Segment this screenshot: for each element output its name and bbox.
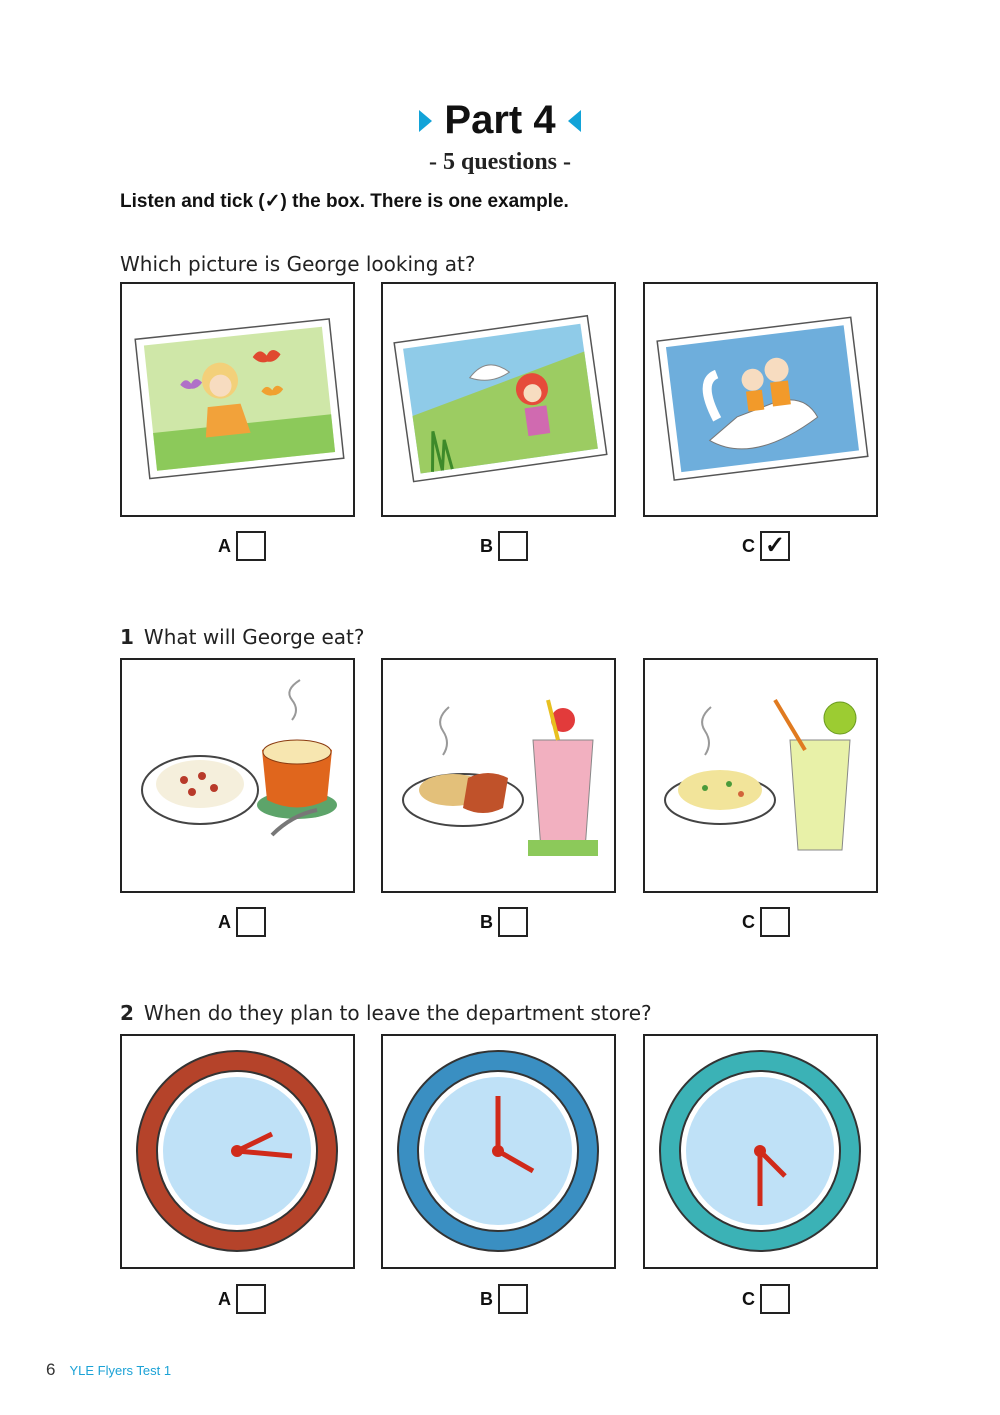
- q2-picture-a: [120, 1034, 355, 1269]
- question-text: What will George eat?: [143, 625, 365, 649]
- example-question: Which picture is George looking at?: [120, 252, 476, 276]
- clock-teal-image: [645, 1036, 876, 1267]
- question-1: [120, 625, 365, 649]
- tick-box[interactable]: [236, 1284, 266, 1314]
- option-label: A: [218, 1288, 231, 1309]
- fried-rice-and-lemonade-image: [645, 660, 876, 891]
- option-label: B: [480, 535, 493, 556]
- q1-picture-b: [381, 658, 616, 893]
- question-number: 1: [120, 625, 134, 649]
- option-label: C: [742, 1288, 755, 1309]
- question-number: 2: [120, 1001, 134, 1025]
- rice-and-soup-image: [122, 660, 353, 891]
- option-label: B: [480, 911, 493, 932]
- triangle-right-icon: [419, 110, 432, 132]
- example-picture-a: [120, 282, 355, 517]
- clock-red-image: [122, 1036, 353, 1267]
- photo-kids-swan-boat-image: [645, 284, 876, 515]
- spaghetti-sausages-milkshake-image: [383, 660, 614, 891]
- tick-box[interactable]: [760, 907, 790, 937]
- q1-option-c: [742, 907, 790, 937]
- q2-option-b: [480, 1284, 528, 1314]
- option-label: C: [742, 535, 755, 556]
- page-footer: [46, 1360, 171, 1380]
- example-option-c: [742, 531, 790, 561]
- q2-picture-b: [381, 1034, 616, 1269]
- q1-picture-c: [643, 658, 878, 893]
- photo-girl-butterflies-image: [122, 284, 353, 515]
- q1-option-a: [218, 907, 266, 937]
- footer-text: YLE Flyers Test 1: [69, 1363, 172, 1378]
- q2-option-a: [218, 1284, 266, 1314]
- tick-box[interactable]: [236, 907, 266, 937]
- q2-picture-c: [643, 1034, 878, 1269]
- part-title-text: Part 4: [444, 98, 556, 142]
- instruction: Listen and tick (✓) the box. There is one example.: [120, 191, 569, 212]
- part-title: [419, 98, 580, 143]
- q1-picture-a: [120, 658, 355, 893]
- page-number: 6: [46, 1360, 56, 1379]
- question-text: When do they plan to leave the department store?: [143, 1001, 652, 1025]
- example-picture-c: [643, 282, 878, 517]
- example-option-a: [218, 531, 266, 561]
- option-label: B: [480, 1288, 493, 1309]
- tick-box[interactable]: [760, 1284, 790, 1314]
- subtitle: - 5 questions -: [428, 149, 572, 175]
- photo-girl-swan-image: [383, 284, 614, 515]
- clock-blue-image: [383, 1036, 614, 1267]
- q1-option-b: [480, 907, 528, 937]
- example-picture-b: [381, 282, 616, 517]
- option-label: A: [218, 535, 231, 556]
- example-option-b: [480, 531, 528, 561]
- tick-box[interactable]: [498, 1284, 528, 1314]
- triangle-left-icon: [568, 110, 581, 132]
- tick-box[interactable]: [498, 907, 528, 937]
- tick-box[interactable]: [498, 531, 528, 561]
- part-header: [0, 98, 1000, 176]
- q2-option-c: [742, 1284, 790, 1314]
- option-label: A: [218, 911, 231, 932]
- question-2: [120, 1001, 652, 1025]
- option-label: C: [742, 911, 755, 932]
- tick-box[interactable]: ✓: [760, 531, 790, 561]
- tick-box[interactable]: [236, 531, 266, 561]
